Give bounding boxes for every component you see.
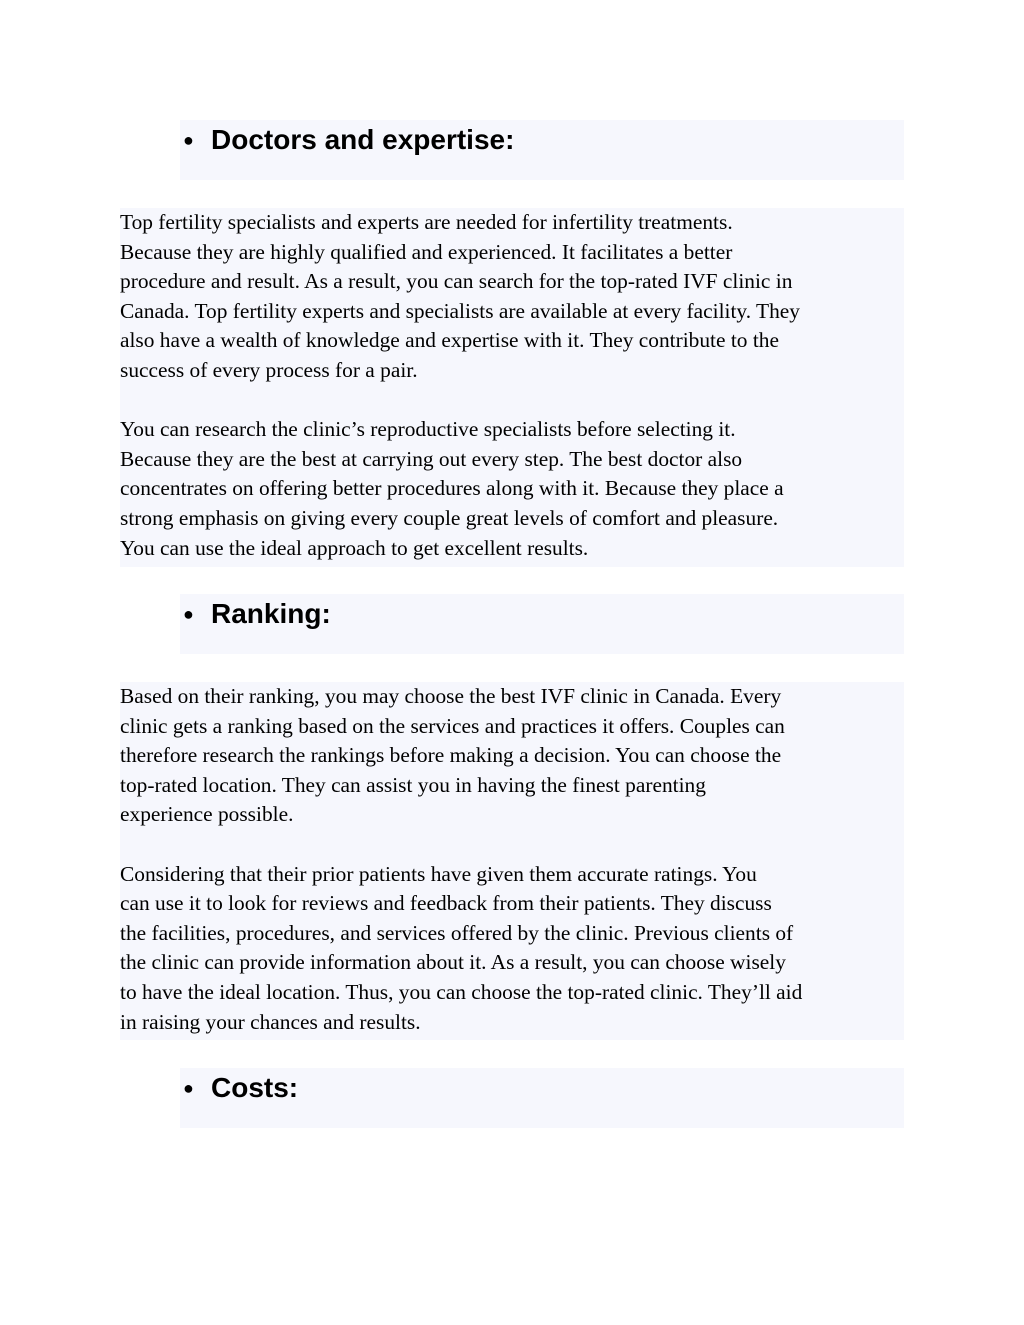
heading-costs-text: Costs: — [211, 1072, 299, 1103]
bullet-icon: ● — [183, 604, 194, 624]
section-body-ranking — [120, 682, 904, 1040]
section-heading-ranking — [180, 594, 904, 654]
section-heading-costs — [180, 1068, 904, 1128]
bullet-icon: ● — [183, 130, 194, 150]
section-body-doctors — [120, 208, 904, 567]
section-heading-doctors — [180, 120, 904, 180]
paragraph-doctors-2: You can research the clinic’s reproductive specialists before selecting it. Because they are the best at carrying out every step. The best doctor also concentrates on offering better procedures along with it. Because they place a strong emphasis on giving every couple great levels of comfort and pleasure. You can use the ideal approach to get excellent results. — [120, 417, 784, 560]
heading-doctors-text: Doctors and expertise: — [211, 124, 515, 155]
heading-ranking-text: Ranking: — [211, 598, 331, 629]
paragraph-ranking-2: Considering that their prior patients have given them accurate ratings. You can use it to look for reviews and feedback from their patients. They discuss the facilities, procedures, and services offered by the clinic. Previous clients of the clinic can provide information about it. As a result, you can choose wisely to have the ideal location. Thus, you can choose the top-rated clinic. They’ll aid in raising your chances and results. — [120, 861, 803, 1034]
paragraph-ranking-1: Based on their ranking, you may choose the best IVF clinic in Canada. Every clinic gets a ranking based on the services and practices it offers. Couples can therefore research the rankings before making a decision. You can choose the top-rated location. They can assist you in having the finest parenting experience possible. — [120, 684, 785, 827]
bullet-icon: ● — [183, 1078, 194, 1098]
paragraph-doctors-1: Top fertility specialists and experts are needed for infertility treatments. Because they are highly qualified and experienced. It facilitates a better procedure and result. As a result, you can search for the top-rated IVF clinic in Canada. Top fertility experts and specialists are available at every facility. They also have a wealth of knowledge and expertise with it. They contribute to the success of every process for a pair. — [120, 210, 800, 382]
